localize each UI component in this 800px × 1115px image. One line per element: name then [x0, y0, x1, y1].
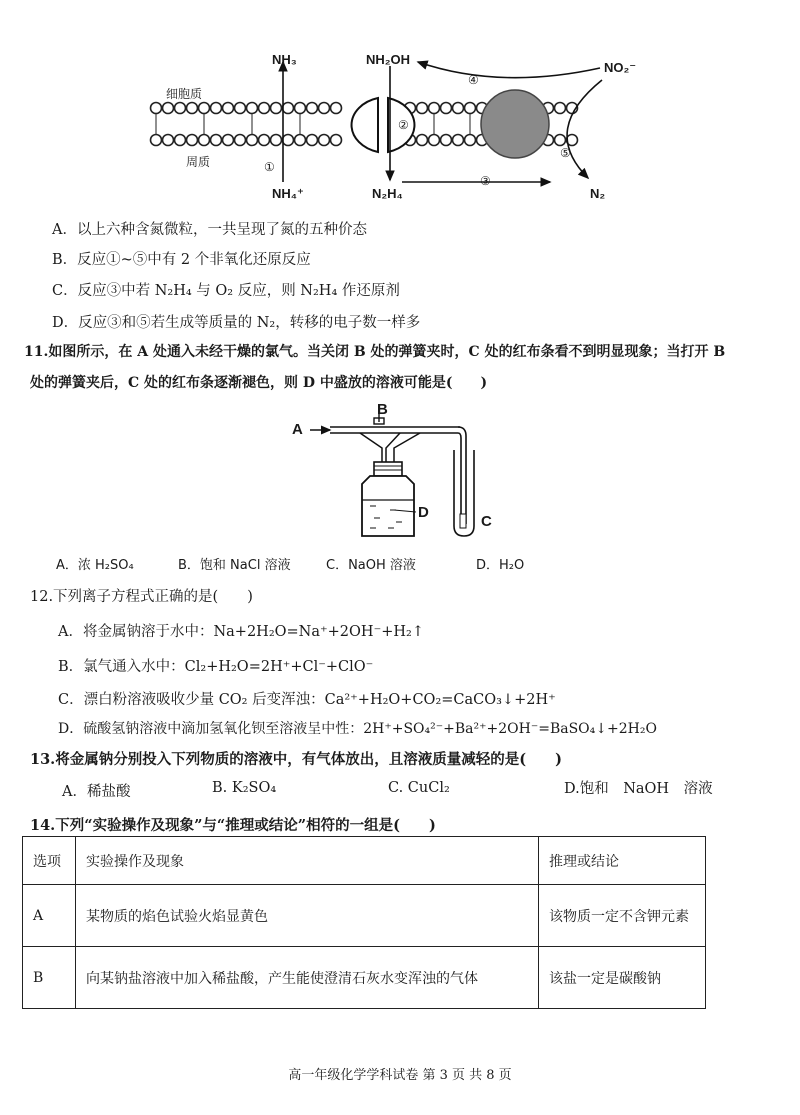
q13-option-a[interactable]: A．稀盐酸	[62, 784, 131, 800]
label-n2: N₂	[590, 186, 606, 201]
label-a: A	[292, 421, 303, 438]
chlorine-apparatus-diagram	[290, 400, 510, 545]
channel-protein-left	[352, 98, 378, 152]
q10-option-d[interactable]: D．反应③和⑤若生成等质量的 N₂，转移的电子数一样多	[52, 315, 421, 331]
reaction-3-marker: ③	[480, 174, 491, 188]
q11-stem-line1: 11.如图所示，在 A 处通入未经干燥的氯气。当关闭 B 处的弹簧夹时，C 处的红布条看不到明显现象；当打开 B	[24, 344, 726, 360]
row-a-option[interactable]: A	[23, 885, 76, 947]
enzyme-sphere	[481, 90, 549, 158]
label-nh3: NH₃	[272, 52, 297, 67]
q12-option-a[interactable]: A．将金属钠溶于水中：Na+2H₂O=Na⁺+2OH⁻+H₂↑	[58, 624, 424, 640]
label-c: C	[481, 513, 492, 530]
row-a-operation: 某物质的焰色试验火焰显黄色	[76, 885, 539, 947]
page-footer: 高一年级化学学科试卷 第 3 页 共 8 页	[288, 1068, 512, 1083]
q13-stem: 13.将金属钠分别投入下列物质的溶液中，有气体放出，且溶液质量减轻的是( )	[30, 751, 562, 768]
q11-option-d[interactable]: D．H₂O	[476, 558, 525, 573]
q10-option-c[interactable]: C．反应③中若 N₂H₄ 与 O₂ 反应，则 N₂H₄ 作还原剂	[52, 283, 400, 299]
q10-option-b[interactable]: B．反应①~⑤中有 2 个非氧化还原反应	[52, 252, 311, 268]
q12-option-b[interactable]: B．氯气通入水中：Cl₂+H₂O=2H⁺+Cl⁻+ClO⁻	[58, 659, 374, 675]
q11-option-c[interactable]: C．NaOH 溶液	[326, 558, 416, 573]
label-cytoplasm: 细胞质	[166, 87, 203, 101]
header-operation: 实验操作及现象	[76, 837, 539, 885]
header-option: 选项	[23, 837, 76, 885]
q14-stem: 14.下列“实验操作及现象”与“推理或结论”相符的一组是( )	[30, 817, 436, 834]
q11-option-b[interactable]: B．饱和 NaCl 溶液	[178, 558, 291, 573]
row-b-conclusion: 该盐一定是碳酸钠	[539, 947, 706, 1009]
label-b: B	[377, 401, 388, 418]
reaction-2-marker: ②	[398, 118, 409, 132]
header-conclusion: 推理或结论	[539, 837, 706, 885]
reaction-4-marker: ④	[468, 73, 479, 87]
label-n2h4: N₂H₄	[372, 186, 403, 201]
reaction-1-marker: ①	[264, 160, 275, 174]
table-row	[23, 947, 706, 1009]
table-row	[23, 885, 706, 947]
q11-option-a[interactable]: A．浓 H₂SO₄	[56, 558, 134, 573]
q12-option-d[interactable]: D．硫酸氢钠溶液中滴加氢氧化钡至溶液呈中性：2H⁺+SO₄²⁻+Ba²⁺+2OH⁻=BaSO₄↓+2H₂O	[58, 721, 657, 737]
reaction-5-marker: ⑤	[560, 146, 571, 160]
q12-option-c[interactable]: C．漂白粉溶液吸收少量 CO₂ 后变浑浊：Ca²⁺+H₂O+CO₂=CaCO₃↓+2H⁺	[58, 692, 556, 708]
label-d: D	[418, 504, 429, 521]
label-nh4: NH₄⁺	[272, 186, 304, 201]
row-a-conclusion: 该物质一定不含钾元素	[539, 885, 706, 947]
label-nh2oh: NH₂OH	[366, 52, 411, 67]
label-periplasm: 周质	[186, 155, 211, 169]
row-b-option[interactable]: B	[23, 947, 76, 1009]
q13-option-b[interactable]: B. K₂SO₄	[212, 780, 277, 796]
q13-option-c[interactable]: C. CuCl₂	[388, 780, 450, 796]
label-no2: NO₂⁻	[604, 60, 637, 75]
q13-option-d[interactable]: D.饱和 NaOH 溶液	[564, 781, 713, 797]
q14-table	[22, 836, 706, 1009]
q11-stem-line2: 处的弹簧夹后，C 处的红布条逐渐褪色，则 D 中盛放的溶液可能是( )	[30, 375, 488, 391]
q12-stem: 12.下列离子方程式正确的是( )	[30, 589, 253, 605]
table-header-row	[23, 837, 706, 885]
q10-option-a[interactable]: A．以上六种含氮微粒，一共呈现了氮的五种价态	[52, 222, 367, 238]
row-b-operation: 向某钠盐溶液中加入稀盐酸，产生能使澄清石灰水变浑浊的气体	[76, 947, 539, 1009]
